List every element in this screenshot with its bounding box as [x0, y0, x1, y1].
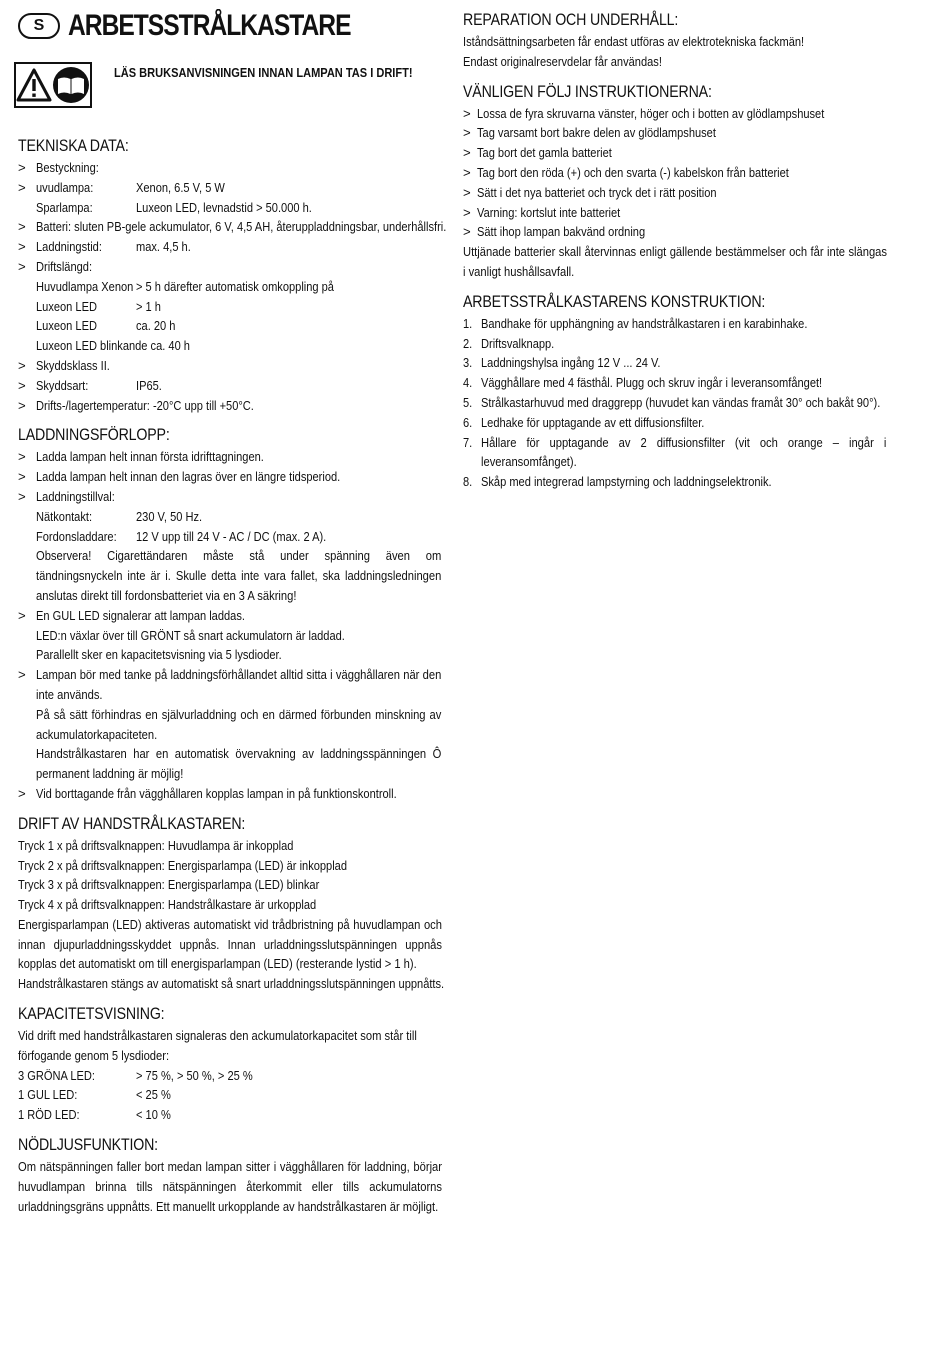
construction-items-5-text: Ledhake för upptagande av ett diffusionsfilter. [481, 414, 705, 430]
tech-protection-type-label: Skyddsart: [36, 377, 89, 393]
text-span [136, 198, 345, 218]
text-span [136, 297, 166, 317]
construction-items-6-text: Hållare för upptagande av 2 diffusionsfilter (vit och orange – ingår i leveransomfånget). [481, 434, 887, 470]
text-span [463, 52, 700, 72]
emergency-text [18, 1157, 442, 1216]
warning-row [18, 62, 442, 112]
instructions-items-5: Varning: kortslut inte batteriet [477, 204, 621, 220]
tech-main-lamp-label: uvudlampa: [36, 179, 94, 195]
capacity-heading: KAPACITETSVISNING: [18, 1005, 165, 1024]
instructions-items-1: Tag varsamt bort bakre delen av glödlampshuset [477, 125, 716, 141]
charging-b1: Ladda lampan helt innan första idrifttagningen. [36, 449, 264, 465]
construction-items-6-num: 7. [463, 434, 473, 450]
operation-p1: Energisparlampan (LED) aktiveras automatiskt vid trådbristning på huvudlampan och innan djupurladdningsskyddet uppnås. Innan urladdningsslutspänningen uppnås kopplas det automatiskt om till energisparlampan (LED) (resterande lystid > 1 h). [18, 916, 442, 972]
construction-items-3-text: Vägghållare med 4 fästhål. Plugg och skruv ingår i leveransomfånget! [481, 375, 823, 391]
construction-items-0-text: Bandhake för upphängning av handstrålkastaren i en karabinhake. [481, 315, 808, 331]
instructions-heading: VÄNLIGEN FÖLJ INSTRUKTIONERNA: [463, 82, 712, 101]
text-span [136, 316, 183, 336]
tech-rt2-value: > 1 h [136, 298, 161, 314]
tech-protection-class: Skyddsklass II. [36, 357, 110, 373]
text-span [481, 373, 887, 393]
instructions-recycle: Uttjänade batterier skall återvinnas enligt gällende bestämmelser och får inte slängas i vanligt hushållsavfall. [463, 244, 887, 279]
instructions-items-0: Lossa de fyra skruvarna vänster, höger och i botten av glödlampshuset [477, 105, 825, 121]
charging-car [18, 527, 442, 547]
construction-items-4-num: 5. [463, 394, 473, 410]
tech-temp: Drifts-/lagertemperatur: -20°C upp till +50°C. [36, 397, 254, 413]
tech-rt4: Luxeon LED blinkande ca. 40 h [36, 338, 190, 354]
tech-save-lamp-label: Sparlampa: [36, 199, 93, 215]
bullet: > [18, 607, 26, 623]
text-span [36, 316, 109, 336]
tech-save-lamp-value: Luxeon LED, levnadstid > 50.000 h. [136, 199, 312, 215]
text-span [18, 875, 377, 895]
tech-runtime-blink [18, 336, 442, 356]
operation-l1: Tryck 1 x på driftsvalknappen: Huvudlampa är inkopplad [18, 837, 294, 853]
instructions-items-2: Tag bort det gamla batteriet [477, 145, 612, 161]
operation-line-3 [18, 875, 442, 895]
text-span [36, 376, 98, 396]
text-span [36, 356, 124, 376]
text-span [477, 123, 761, 143]
emergency-text: Om nätspänningen faller bort medan lampan sitter i vägghållaren för laddning, börjar huvudlampan brinna tills nätspänningen återkommit eller tills ackumulatorns urladdningsgräns uppnåtts. Ett manuellt urkopplande av handstrålkastaren är möjligt. [18, 1159, 442, 1214]
tech-main-lamp [18, 178, 442, 198]
charging-bullet-5 [18, 665, 442, 705]
text-span [481, 314, 870, 334]
text-span [36, 198, 103, 218]
bullet: > [18, 160, 26, 175]
charging-led-switch: LED:n växlar över till GRÖNT så snart ackumulatorn är laddad. [36, 627, 345, 643]
text-span [136, 1105, 177, 1125]
text-span [36, 645, 328, 665]
charging-b2: Ladda lampan helt innan den lagras över en längre tidsperiod. [36, 469, 341, 485]
text-span [477, 163, 848, 183]
charging-bullet-3 [18, 487, 442, 507]
charging-led-switch [18, 626, 442, 646]
capacity-r1-label: 3 GRÖNA LED: [18, 1067, 95, 1083]
text-span [36, 527, 132, 547]
text-span [18, 1085, 89, 1105]
capacity-r3-value: < 10 % [136, 1107, 171, 1123]
text-span [481, 393, 950, 413]
bullet: > [18, 179, 26, 195]
construction-items-1-num: 2. [463, 335, 473, 351]
construction-heading: ARBETSSTRÅLKASTARENS KONSTRUKTION: [463, 292, 766, 311]
charging-prevent: På så sätt förhindras en självurladdning och en därmed förbunden minskning av ackumulatorkapaciteten. [36, 706, 442, 742]
operation-heading: DRIFT AV HANDSTRÅLKASTAREN: [18, 814, 246, 833]
text-span [481, 334, 568, 354]
right-column [463, 8, 887, 492]
text-span [481, 353, 695, 373]
charging-bullet-2 [18, 467, 442, 487]
text-span [463, 393, 474, 413]
bullet: > [18, 667, 26, 683]
charging-car-value: 12 V upp till 24 V - AC / DC (max. 2 A). [136, 528, 327, 544]
construction-items-2-text: Laddningshylsa ingång 12 V ... 24 V. [481, 355, 661, 371]
tech-equip: Bestyckning: [36, 160, 99, 175]
construction-item [463, 373, 887, 393]
text-span [18, 856, 410, 876]
instructions-items-3: Tag bort den röda (+) och den svarta (-) kabelskon från batteriet [477, 164, 789, 180]
tech-runtime-led2 [18, 316, 442, 336]
bullet: > [18, 357, 26, 373]
warning-icons [14, 62, 92, 108]
read-manual-book-icon [52, 66, 90, 104]
text-span [136, 376, 167, 396]
text-span [463, 32, 869, 52]
capacity-r2-label: 1 GUL LED: [18, 1087, 78, 1103]
text-span [36, 467, 398, 487]
instruction-item [463, 183, 887, 203]
tech-rt3-label: Luxeon LED [36, 318, 97, 334]
instruction-item [463, 203, 887, 223]
tech-charge-time-label: Laddningstid: [36, 239, 102, 255]
warning-triangle-icon [16, 67, 52, 103]
charging-monitor: Handstrålkastaren har en automatisk övervakning av laddningsspänningen Ô permanent laddning är möjlig! [36, 746, 442, 782]
construction-items-5-num: 6. [463, 414, 473, 430]
operation-line-2 [18, 856, 442, 876]
construction-items-0-num: 1. [463, 315, 473, 331]
tech-protection-type-value: IP65. [136, 377, 162, 393]
text-span [36, 396, 295, 416]
text-span [18, 974, 525, 994]
text-span [136, 178, 242, 198]
instruction-item [463, 143, 887, 163]
text-span [36, 257, 103, 277]
text-span [18, 665, 442, 705]
bullet: > [18, 397, 26, 413]
bullet: > [18, 785, 26, 801]
construction-item [463, 334, 887, 354]
construction-item [463, 314, 887, 334]
repair-line-1 [463, 32, 887, 52]
tech-runtime-xenon [18, 277, 442, 297]
text-span [477, 203, 648, 223]
text-span [18, 836, 346, 856]
text-span [463, 413, 474, 433]
text-span [36, 158, 111, 178]
repair-l1: Iståndsättningsarbeten får endast utföras av elektrotekniska fackmän! [463, 34, 805, 49]
tech-runtime-led1 [18, 297, 442, 317]
bullet: > [463, 184, 471, 200]
instructions-items-4: Sätt i det nya batteriet och tryck det i rätt position [477, 184, 717, 200]
charging-heading: LADDNINGSFÖRLOPP: [18, 426, 170, 445]
bullet: > [18, 239, 26, 255]
text-span [463, 373, 474, 393]
instruction-item [463, 123, 887, 143]
title-row [18, 8, 442, 44]
charging-monitor [18, 744, 442, 784]
tech-battery: Batteri: sluten PB-gele ackumulator, 6 V, 4,5 AH, återuppladdningsbar, underhållsfri. [36, 219, 447, 235]
text-span [477, 222, 677, 242]
text-span [36, 447, 307, 467]
text-span [36, 217, 524, 237]
recycle-note [463, 242, 887, 282]
text-span [18, 895, 373, 915]
text-span [36, 237, 114, 257]
tech-charge-time-value: max. 4,5 h. [136, 239, 191, 255]
text-span [36, 297, 109, 317]
text-span [36, 487, 130, 507]
construction-item [463, 413, 887, 433]
instruction-item [463, 222, 887, 242]
left-column [18, 8, 447, 1216]
construction-item [463, 433, 887, 473]
capacity-row-green [18, 1066, 442, 1086]
text-span [36, 277, 152, 297]
text-span [463, 334, 474, 354]
capacity-row-red [18, 1105, 442, 1125]
operation-line-1 [18, 836, 442, 856]
bullet: > [463, 164, 471, 180]
capacity-row-yellow [18, 1085, 442, 1105]
tech-rt2-label: Luxeon LED [36, 298, 97, 314]
text-span [36, 606, 285, 626]
bullet: > [18, 449, 26, 465]
tech-protection-type [18, 376, 442, 396]
repair-line-2 [463, 52, 887, 72]
text-span [481, 472, 827, 492]
text-span [463, 472, 474, 492]
text-span [18, 1066, 110, 1086]
bullet: > [463, 204, 471, 220]
charging-mains [18, 507, 442, 527]
tech-runtime [18, 257, 442, 277]
bullet: > [463, 145, 471, 161]
charging-note [18, 546, 442, 605]
tech-charge-time [18, 237, 442, 257]
tech-rt3-value: ca. 20 h [136, 318, 176, 334]
charging-b3: Laddningstillval: [36, 488, 115, 504]
text-span [477, 183, 762, 203]
operation-paragraph-2 [18, 974, 445, 994]
bullet: > [18, 377, 26, 393]
warning-text: LÄS BRUKSANVISNINGEN INNAN LAMPAN TAS I DRIFT! [114, 65, 413, 80]
charging-b6: Vid borttagande från vägghållaren kopplas lampan in på funktionskontroll. [36, 785, 397, 801]
construction-items-2-num: 3. [463, 355, 473, 371]
construction-item [463, 353, 887, 373]
tech-protection-class [18, 356, 442, 376]
capacity-intro: Vid drift med handstrålkastaren signaleras den ackumulatorkapacitet som står till förfogande genom 5 lysdioder: [18, 1028, 417, 1063]
capacity-r2-value: < 25 % [136, 1087, 171, 1103]
construction-item [463, 472, 887, 492]
tech-rt1-value: > 5 h därefter automatisk omkoppling på [136, 278, 334, 294]
tech-equip [18, 158, 442, 178]
tech-rt1-label: Huvudlampa Xenon [36, 278, 134, 294]
capacity-r3-label: 1 RÖD LED: [18, 1107, 80, 1123]
construction-items-4-text: Strålkastarhuvud med draggrepp (huvudet kan vändas framåt 30° och bakåt 90°). [481, 394, 881, 410]
text-span [136, 1085, 177, 1105]
text-span [36, 784, 465, 804]
text-span [477, 143, 638, 163]
text-span [463, 353, 474, 373]
operation-p2: Handstrålkastaren stängs av automatiskt så snart urladdningsslutspänningen uppnåtts. [18, 976, 445, 992]
charging-b4: En GUL LED signalerar att lampan laddas. [36, 607, 245, 623]
tech-battery [18, 217, 447, 237]
bullet: > [18, 219, 26, 235]
text-span [463, 314, 474, 334]
text-span [36, 336, 219, 356]
instructions-items-6: Sätt ihop lampan bakvänd ordning [477, 224, 646, 240]
charging-mains-label: Nätkontakt: [36, 508, 93, 524]
bullet: > [18, 258, 26, 274]
bullet: > [18, 469, 26, 485]
text-span [18, 1105, 91, 1125]
bullet: > [463, 125, 471, 141]
repair-l2: Endast originalreservdelar får användas! [463, 53, 662, 69]
operation-l3: Tryck 3 x på driftsvalknappen: Energisparlampa (LED) blinkar [18, 877, 320, 893]
text-span [136, 527, 362, 547]
charging-prevent [18, 705, 442, 745]
capacity-r1-value: > 75 %, > 50 %, > 25 % [136, 1067, 253, 1083]
charging-parallel: Parallellt sker en kapacitetsvisning via 5 lysdioder. [36, 647, 282, 663]
page-title: ARBETSSTRÅLKASTARE [68, 9, 351, 42]
charging-bullet-1 [18, 447, 442, 467]
text-span [463, 433, 887, 473]
operation-line-4 [18, 895, 442, 915]
text-span [477, 104, 890, 124]
charging-bullet-4 [18, 606, 442, 626]
charging-parallel [18, 645, 442, 665]
tech-main-lamp-value: Xenon, 6.5 V, 5 W [136, 179, 225, 195]
construction-items-7-num: 8. [463, 474, 473, 490]
text-span [136, 1066, 275, 1086]
tech-save-lamp [18, 198, 442, 218]
charging-bullet-6 [18, 784, 442, 804]
text-span [36, 178, 104, 198]
instruction-item [463, 104, 887, 124]
text-span [36, 626, 404, 646]
capacity-intro [18, 1026, 442, 1066]
construction-items-7-text: Skåp med integrerad lampstyrning och laddningselektronik. [481, 474, 772, 490]
charging-note: Observera! Cigarettändaren måste stå under spänning även om tändningsnyckeln inte är i. Skulle detta inte vara fallet, ska laddningsledningen anslutas direkt till fordonsbatteriet via en 3 A säkring! [36, 548, 442, 603]
bullet: > [463, 105, 471, 121]
instruction-item [463, 163, 887, 183]
text-span [136, 507, 215, 527]
construction-items-3-num: 4. [463, 375, 473, 391]
text-span [463, 433, 474, 453]
repair-heading: REPARATION OCH UNDERHÅLL: [463, 11, 679, 29]
operation-l2: Tryck 2 x på driftsvalknappen: Energisparlampa (LED) är inkopplad [18, 857, 348, 873]
language-badge: S [18, 13, 60, 39]
tech-temperature [18, 396, 442, 416]
charging-car-label: Fordonsladdare: [36, 528, 117, 544]
tech-data-heading: TEKNISKA DATA: [18, 137, 129, 155]
bullet: > [18, 488, 26, 504]
charging-mains-value: 230 V, 50 Hz. [136, 508, 203, 524]
text-span [136, 277, 372, 297]
bullet: > [463, 224, 471, 240]
construction-items-1-text: Driftsvalknapp. [481, 335, 555, 351]
text-span [36, 507, 103, 527]
tech-runtime: Driftslängd: [36, 258, 93, 274]
operation-l4: Tryck 4 x på driftsvalknappen: Handstrålkastare är urkopplad [18, 897, 317, 913]
emergency-heading: NÖDLJUSFUNKTION: [18, 1136, 158, 1155]
text-span [136, 237, 201, 257]
text-span [481, 413, 747, 433]
operation-paragraph-1 [18, 915, 442, 974]
construction-item [463, 393, 887, 413]
charging-b5: Lampan bör med tanke på laddningsförhållandet alltid sitta i vägghållaren när den inte används. [36, 667, 442, 702]
